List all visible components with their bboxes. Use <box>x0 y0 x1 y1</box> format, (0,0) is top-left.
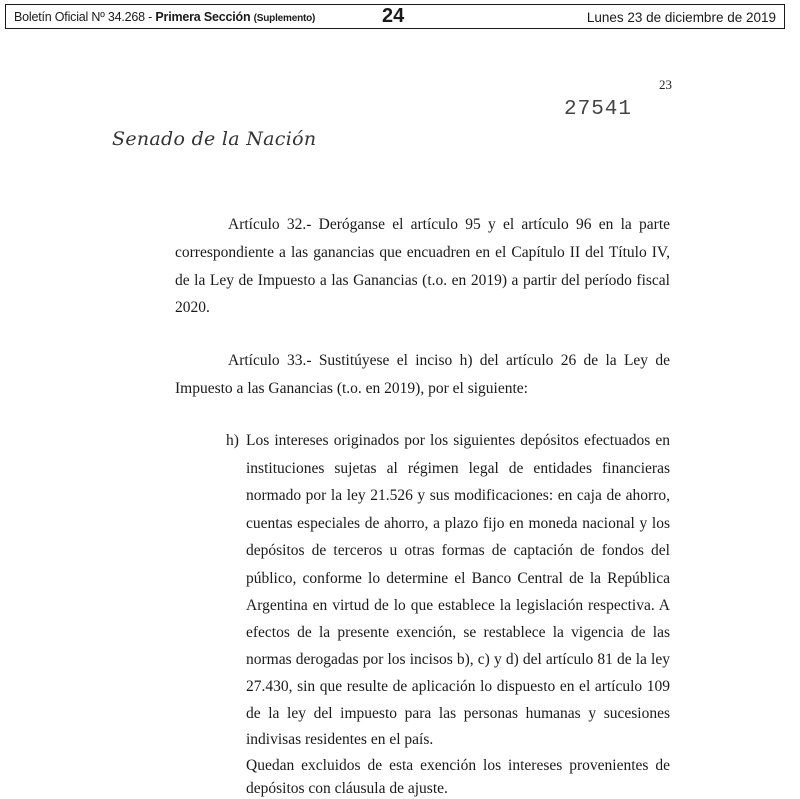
item-h-line: público, conforme lo determine el Banco Central de la República <box>246 570 670 587</box>
article-33-line: Artículo 33.- Sustitúyese el inciso h) del artículo 26 de la Ley de <box>228 352 670 369</box>
item-h-line: Quedan excluidos de esta exención los intereses provenientes de <box>246 757 670 774</box>
item-marker: h) <box>226 432 239 449</box>
header-publication-info <box>14 10 315 24</box>
item-h-line: Los intereses originados por los siguientes depósitos efectuados en <box>246 432 670 449</box>
bulletin-header <box>5 4 785 29</box>
document-page-number: 23 <box>659 77 672 92</box>
section-name: Primera Sección <box>155 10 251 24</box>
item-h-line: normas derogadas por los incisos b), c) y d) del artículo 81 de la ley <box>246 651 670 668</box>
item-h-line: depósitos de terceros u otras formas de captación de fondos del <box>246 542 670 559</box>
item-h-line: efectos de la presente exención, se restablece la vigencia de las <box>246 624 670 641</box>
article-32-line: 2020. <box>175 299 210 316</box>
item-h-line: 27.430, sin que resulte de aplicación lo dispuesto en el artículo 109 <box>246 678 670 695</box>
file-number-stamp: 27541 <box>564 98 633 121</box>
item-h-line: depósitos con cláusula de ajuste. <box>246 780 448 797</box>
item-h-line: indivisas residentes en el país. <box>246 731 434 748</box>
item-h-line: Argentina en virtud de lo que establece la legislación respectiva. A <box>246 597 670 614</box>
article-33-line: Impuesto a las Ganancias (t.o. en 2019), por el siguiente: <box>175 380 528 397</box>
bulletin-page-number: 24 <box>382 5 405 27</box>
item-h-line: instituciones sujetas al régimen legal de entidades financieras <box>246 460 670 477</box>
article-32-line: de la Ley de Impuesto a las Ganancias (t.o. en 2019) a partir del período fiscal <box>175 272 670 289</box>
item-h-line: normado por la ley 21.526 y sus modificaciones: en caja de ahorro, <box>246 487 670 504</box>
item-h-line: cuentas especiales de ahorro, a plazo fijo en moneda nacional y los <box>246 515 670 532</box>
bulletin-date: Lunes 23 de diciembre de 2019 <box>586 10 776 25</box>
supplement-label: (Suplemento) <box>253 13 316 24</box>
article-32-line: Artículo 32.- Deróganse el artículo 95 y el artículo 96 en la parte <box>228 216 670 233</box>
item-h-line: de la ley del impuesto para las personas humanas y sucesiones <box>246 705 670 722</box>
publication-name: Boletín Oficial Nº 34.268 - <box>14 10 156 24</box>
article-32-line: correspondiente a las ganancias que encuadren en el Capítulo II del Título IV, <box>175 244 670 261</box>
institution-letterhead: Senado de la Nación <box>112 128 317 150</box>
